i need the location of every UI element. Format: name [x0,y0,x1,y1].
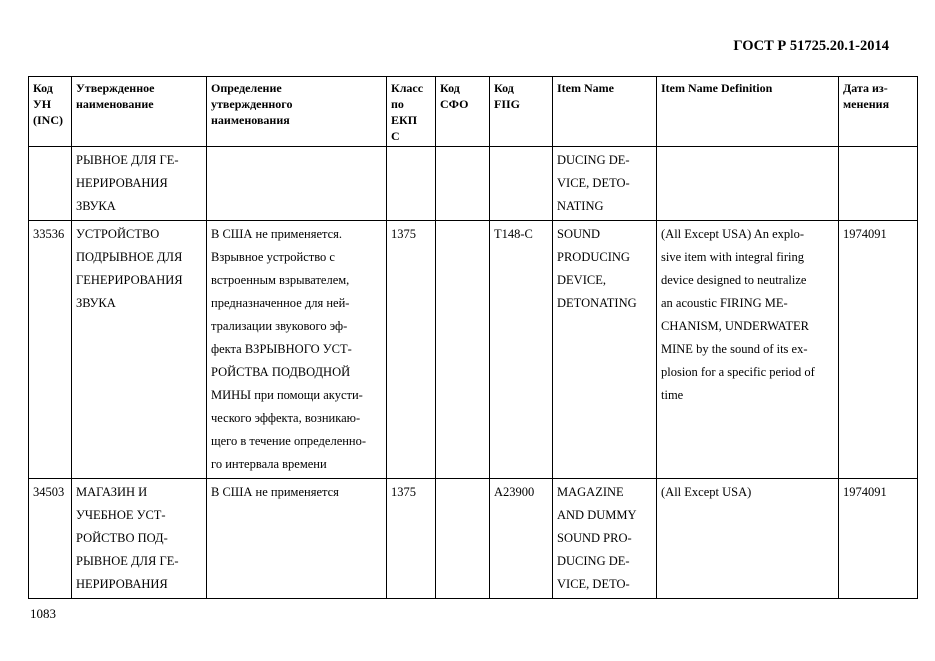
cell-line: VICE, DETO- [557,176,630,190]
table-cell [839,479,918,599]
cell-line: MAGAZINE [557,485,624,499]
table-cell [553,147,657,221]
table-cell [29,221,72,479]
cell-line: plosion for a specific period of [661,365,815,379]
column-header [72,77,207,147]
cell-line: MINE by the sound of its ex- [661,342,808,356]
cell-line: T148-C [494,227,533,241]
column-header [29,77,72,147]
cell-line: an acoustic FIRING ME- [661,296,788,310]
table-cell [387,479,436,599]
cell-line: НЕРИРОВАНИЯ [76,577,168,591]
header-line: FIIG [494,97,521,111]
cell-line: 1974091 [843,485,887,499]
cell-line: PRODUCING [557,250,630,264]
cell-line: трализации звукового эф- [211,319,348,333]
table-cell [72,479,207,599]
header-line: С [391,129,400,143]
cell-line: NATING [557,199,604,213]
table-cell [490,479,553,599]
header-line: Класс [391,81,424,95]
cell-line: time [661,388,684,402]
header-line: утвержденного [211,97,293,111]
cell-line: DUCING DE- [557,554,630,568]
cell-line: В США не применяется [211,485,339,499]
header-line: Item Name [557,81,614,95]
table-header-row [29,77,918,147]
cell-line: 1375 [391,227,416,241]
table-cell [207,221,387,479]
table-cell [553,479,657,599]
cell-line: 1974091 [843,227,887,241]
cell-line: DEVICE, [557,273,606,287]
column-header [553,77,657,147]
cell-line: A23900 [494,485,535,499]
cell-line: SOUND PRO- [557,531,632,545]
table-cell [553,221,657,479]
table-cell [436,147,490,221]
cell-line: Взрывное устройство с [211,250,335,264]
cell-line: ГЕНЕРИРОВАНИЯ [76,273,183,287]
table-row [29,147,918,221]
cell-line: УСТРОЙСТВО [76,227,160,241]
table-cell [839,147,918,221]
table-cell [387,147,436,221]
cell-line: фекта ВЗРЫВНОГО УСТ- [211,342,352,356]
header-line: Код [33,81,53,95]
cell-line: встроенным взрывателем, [211,273,350,287]
column-header [839,77,918,147]
table-cell [207,147,387,221]
table-cell [839,221,918,479]
table-row [29,479,918,599]
table-cell [490,147,553,221]
cell-line: VICE, DETO- [557,577,630,591]
cell-line: ческого эффекта, возникаю- [211,411,361,425]
table-cell [657,479,839,599]
table-cell [207,479,387,599]
cell-line: (All Except USA) [661,485,752,499]
table-cell [72,147,207,221]
document-code: ГОСТ Р 51725.20.1-2014 [733,38,889,54]
table-body [29,147,918,599]
cell-line: НЕРИРОВАНИЯ [76,176,168,190]
cell-line: щего в течение определенно- [211,434,367,448]
header-line: Определение [211,81,282,95]
column-header [490,77,553,147]
header-line: Item Name Definition [661,81,773,95]
table-cell [436,479,490,599]
header-line: наименование [76,97,154,111]
column-header [657,77,839,147]
cell-line: SOUND [557,227,601,241]
table-cell [29,147,72,221]
cell-line: 33536 [33,227,65,241]
data-table [28,76,918,599]
header-line: Дата из- [843,81,888,95]
cell-line: 1375 [391,485,416,499]
header-line: по [391,97,404,111]
cell-line: предназначенное для ней- [211,296,350,310]
table-cell [657,221,839,479]
header-line: Код [440,81,460,95]
cell-line: го интервала времени [211,457,327,471]
column-header [207,77,387,147]
column-header [387,77,436,147]
header-line: наименования [211,113,290,127]
cell-line: РОЙСТВА ПОДВОДНОЙ [211,365,351,379]
cell-line: DETONATING [557,296,637,310]
cell-line: (All Except USA) An explo- [661,227,805,241]
cell-line: РЫВНОЕ ДЛЯ ГЕ- [76,554,179,568]
cell-line: УЧЕБНОЕ УСТ- [76,508,166,522]
table-cell [29,479,72,599]
cell-line: МИНЫ при помощи акусти- [211,388,363,402]
table-cell [657,147,839,221]
header-line: менения [843,97,890,111]
table-row [29,221,918,479]
cell-line: 34503 [33,485,65,499]
column-header [436,77,490,147]
cell-line: ПОДРЫВНОЕ ДЛЯ [76,250,183,264]
cell-line: sive item with integral firing [661,250,805,264]
header-line: Код [494,81,514,95]
header-line: (INC) [33,113,63,127]
table-cell [436,221,490,479]
cell-line: РОЙСТВО ПОД- [76,531,168,545]
cell-line: ЗВУКА [76,296,116,310]
table-cell [387,221,436,479]
cell-line: В США не применяется. [211,227,343,241]
header-line: Утвержденное [76,81,155,95]
header-line: СФО [440,97,469,111]
cell-line: DUCING DE- [557,153,630,167]
cell-line: РЫВНОЕ ДЛЯ ГЕ- [76,153,179,167]
cell-line: МАГАЗИН И [76,485,148,499]
table-cell [490,221,553,479]
cell-line: AND DUMMY [557,508,637,522]
header-line: УН [33,97,52,111]
header-line: ЕКП [391,113,418,127]
page-number: 1083 [30,606,56,621]
cell-line: ЗВУКА [76,199,116,213]
cell-line: device designed to neutralize [661,273,807,287]
table-cell [72,221,207,479]
cell-line: CHANISM, UNDERWATER [661,319,809,333]
